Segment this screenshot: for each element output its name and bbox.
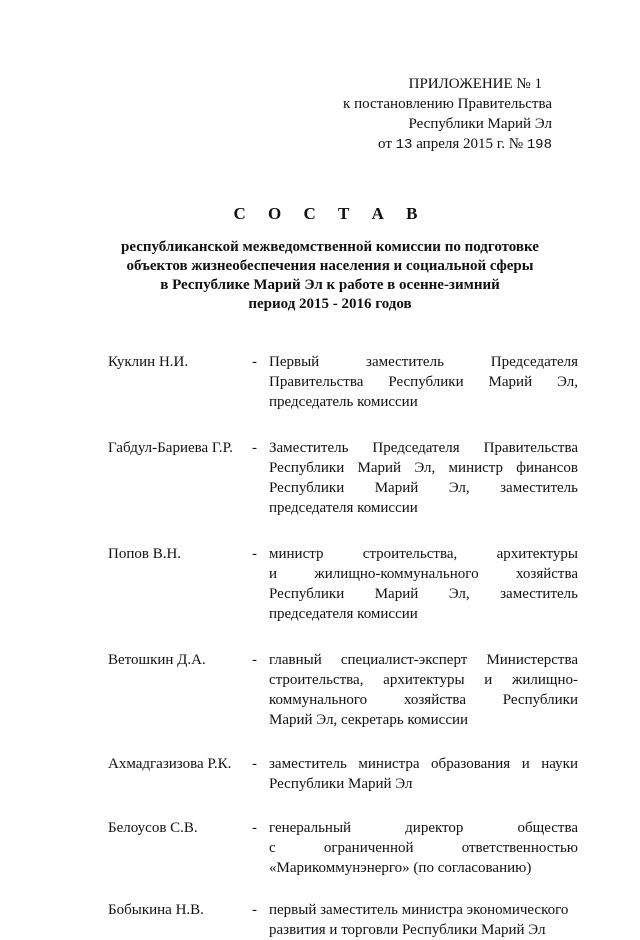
member-row: [108, 438, 578, 518]
heading-line: республиканской межведомственной комиссии по подготовке: [121, 239, 539, 255]
position-line: заместитель министра образования и науки: [269, 756, 578, 772]
position-line: коммунального хозяйства Республики: [269, 692, 578, 708]
position-line: Марий Эл, секретарь комиссии: [269, 712, 469, 728]
member-dash: -: [252, 756, 257, 772]
member-name: Ветошкин Д.А.: [108, 652, 206, 668]
member-name: Белоусов С.В.: [108, 820, 198, 836]
member-row: [108, 650, 578, 730]
member-dash: -: [252, 820, 257, 836]
position-line: развития и торговли Республики Марий Эл: [269, 922, 546, 938]
position-line: министр строительства, архитектуры: [269, 546, 578, 562]
member-name: Ахмадгазизова Р.К.: [108, 756, 232, 772]
position-line: генеральный директор общества: [269, 820, 578, 836]
position-line: председатель комиссии: [269, 394, 418, 410]
date-middle: апреля 2015 г. №: [416, 136, 524, 152]
member-position: [269, 900, 578, 940]
member-position: [269, 818, 578, 878]
member-row: [108, 818, 578, 878]
appendix-title: ПРИЛОЖЕНИЕ № 1: [408, 76, 542, 92]
member-name: Бобыкина Н.В.: [108, 902, 204, 918]
heading-line: объектов жизнеобеспечения населения и социальной сферы: [126, 258, 534, 274]
position-line: председателя комиссии: [269, 500, 418, 516]
member-position: [269, 650, 578, 730]
position-line: строительства, архитектуры и жилищно-: [269, 672, 578, 688]
position-line: Заместитель Председателя Правительства: [269, 440, 578, 456]
position-line: Первый заместитель Председателя: [269, 354, 578, 370]
date-prefix: от: [378, 136, 392, 152]
position-line: Республики Марий Эл, министр финансов: [269, 460, 578, 476]
position-line: Республики Марий Эл, заместитель: [269, 586, 578, 602]
resolution-number: 198: [526, 137, 552, 153]
member-row: [108, 754, 578, 794]
position-line: Республики Марий Эл, заместитель: [269, 480, 578, 496]
position-line: «Марикоммунэнерго» (по согласованию): [269, 860, 532, 876]
member-dash: -: [252, 354, 257, 370]
position-line: первый заместитель министра экономического: [269, 902, 569, 918]
member-row: [108, 900, 578, 940]
member-position: [269, 352, 578, 412]
member-position: [269, 438, 578, 518]
heading-title: С О С Т А В: [233, 204, 427, 223]
appendix-block: [343, 74, 552, 155]
document-heading: [110, 204, 550, 314]
member-position: [269, 754, 578, 794]
member-dash: -: [252, 902, 257, 918]
heading-line: в Республике Марий Эл к работе в осенне-зимний: [160, 277, 500, 293]
member-name: Попов В.Н.: [108, 546, 182, 562]
member-dash: -: [252, 440, 257, 456]
position-line: Республики Марий Эл: [269, 776, 413, 792]
heading-description: [110, 238, 550, 314]
position-line: главный специалист-эксперт Министерства: [269, 652, 578, 668]
member-dash: -: [252, 652, 257, 668]
appendix-resolution: к постановлению Правительства: [343, 96, 552, 112]
position-line: Правительства Республики Марий Эл,: [269, 374, 578, 390]
members-list: [108, 352, 578, 940]
appendix-republic: Республики Марий Эл: [408, 116, 552, 132]
member-name: Габдул-Бариева Г.Р.: [108, 440, 233, 456]
member-dash: -: [252, 546, 257, 562]
heading-line: период 2015 - 2016 годов: [248, 296, 412, 312]
member-row: [108, 544, 578, 624]
position-line: и жилищно-коммунального хозяйства: [269, 566, 578, 582]
member-position: [269, 544, 578, 624]
appendix-date-line: [343, 134, 552, 155]
member-row: [108, 352, 578, 412]
date-day: 13: [395, 137, 413, 153]
position-line: председателя комиссии: [269, 606, 418, 622]
position-line: с ограниченной ответственностью: [269, 840, 578, 856]
member-name: Куклин Н.И.: [108, 354, 189, 370]
